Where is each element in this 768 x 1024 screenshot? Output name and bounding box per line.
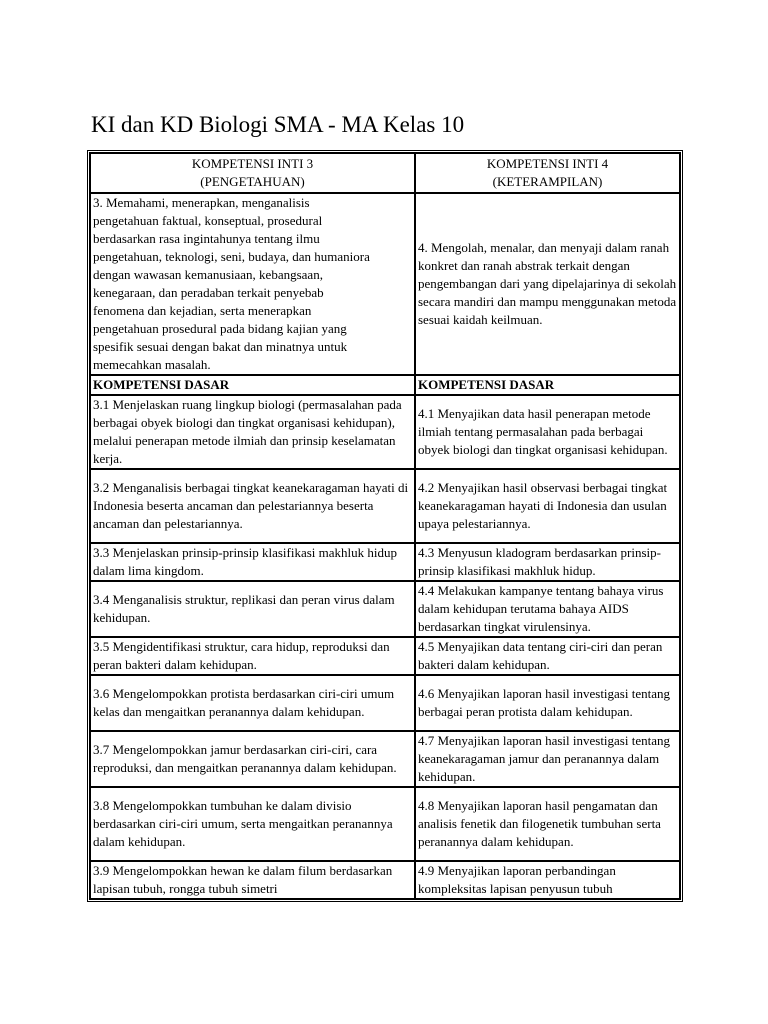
kd3-cell: 3.4 Menganalisis struktur, replikasi dan peran virus dalam kehidupan. — [90, 581, 415, 637]
ki3-header-cell — [90, 153, 415, 193]
kd4-cell: 4.9 Menyajikan laporan perbandingan kompleksitas lapisan penyusun tubuh — [415, 861, 680, 899]
kd-header-row — [90, 375, 680, 395]
ki-content-row — [90, 193, 680, 375]
kd3-cell: 3.9 Mengelompokkan hewan ke dalam filum berdasarkan lapisan tubuh, rongga tubuh simetri — [90, 861, 415, 899]
kd-row — [90, 395, 680, 469]
ki4-header-subtitle: (KETERAMPILAN) — [492, 174, 603, 189]
kd3-cell: 3.8 Mengelompokkan tumbuhan ke dalam divisio berdasarkan ciri-ciri umum, serta mengaitkan peranannya dalam kehidupan. — [90, 787, 415, 861]
kd-row — [90, 675, 680, 731]
kd3-cell: 3.3 Menjelaskan prinsip-prinsip klasifikasi makhluk hidup dalam lima kingdom. — [90, 543, 415, 581]
kd4-cell: 4.8 Menyajikan laporan hasil pengamatan dan analisis fenetik dan filogenetik tumbuhan serta peranannya dalam kehidupan. — [415, 787, 680, 861]
kd4-cell: 4.4 Melakukan kampanye tentang bahaya virus dalam kehidupan terutama bahaya AIDS berdasarkan tingkat virulensinya. — [415, 581, 680, 637]
kd4-cell: 4.7 Menyajikan laporan hasil investigasi tentang keanekaragaman jamur dan peranannya dalam kehidupan. — [415, 731, 680, 787]
kd3-cell: 3.7 Mengelompokkan jamur berdasarkan ciri-ciri, cara reproduksi, dan mengaitkan peranannya dalam kehidupan. — [90, 731, 415, 787]
kd3-cell: 3.6 Mengelompokkan protista berdasarkan ciri-ciri umum kelas dan mengaitkan peranannya dalam kehidupan. — [90, 675, 415, 731]
ki3-content-cell: 3. Memahami, menerapkan, menganalisis pengetahuan faktual, konseptual, prosedural berdasarkan rasa ingintahunya tentang ilmu pengetahuan, teknologi, seni, budaya, dan humaniora dengan wawasan kemanusiaan, kebangsaan, kenegaraan, dan peradaban terkait penyebab fenomena dan kejadian, serta menerapkan pengetahuan prosedural pada bidang kajian yang spesifik sesuai dengan bakat dan minatnya untuk memecahkan masalah. — [90, 193, 415, 375]
kd4-cell: 4.6 Menyajikan laporan hasil investigasi tentang berbagai peran protista dalam kehidupan. — [415, 675, 680, 731]
ki3-header-title: KOMPETENSI INTI 3 — [191, 156, 314, 171]
kd4-cell: 4.1 Menyajikan data hasil penerapan metode ilmiah tentang permasalahan pada berbagai obyek biologi dan tingkat organisasi kehidupan. — [415, 395, 680, 469]
kd3-cell: 3.2 Menganalisis berbagai tingkat keanekaragaman hayati di Indonesia beserta ancaman dan pelestariannya beserta ancaman dan pelestariannya. — [90, 469, 415, 543]
kd4-cell: 4.2 Menyajikan hasil observasi berbagai tingkat keanekaragaman hayati di Indonesia dan usulan upaya pelestariannya. — [415, 469, 680, 543]
ki-kd-table — [89, 152, 681, 900]
kd4-cell: 4.3 Menyusun kladogram berdasarkan prinsip-prinsip klasifikasi makhluk hidup. — [415, 543, 680, 581]
kd3-header-cell: KOMPETENSI DASAR — [90, 375, 415, 395]
kd-row — [90, 581, 680, 637]
kd-row — [90, 861, 680, 899]
ki4-content-cell: 4. Mengolah, menalar, dan menyaji dalam ranah konkret dan ranah abstrak terkait dengan pengembangan dari yang dipelajarinya di sekolah secara mandiri dan mampu menggunakan metoda sesuai kaidah keilmuan. — [415, 193, 680, 375]
kd-row — [90, 787, 680, 861]
kd4-cell: 4.5 Menyajikan data tentang ciri-ciri dan peran bakteri dalam kehidupan. — [415, 637, 680, 675]
kd-row — [90, 731, 680, 787]
kd3-cell: 3.1 Menjelaskan ruang lingkup biologi (permasalahan pada berbagai obyek biologi dan tingkat organisasi kehidupan), melalui penerapan metode ilmiah dan prinsip keselamatan kerja. — [90, 395, 415, 469]
kd4-header-cell: KOMPETENSI DASAR — [415, 375, 680, 395]
ki4-header-cell — [415, 153, 680, 193]
kd3-cell: 3.5 Mengidentifikasi struktur, cara hidup, reproduksi dan peran bakteri dalam kehidupan. — [90, 637, 415, 675]
kd-row — [90, 469, 680, 543]
ki4-header-title: KOMPETENSI INTI 4 — [486, 156, 609, 171]
kd-row — [90, 543, 680, 581]
kd-row — [90, 637, 680, 675]
ki-header-row — [90, 153, 680, 193]
document-title: KI dan KD Biologi SMA - MA Kelas 10 — [91, 112, 465, 137]
ki3-header-subtitle: (PENGETAHUAN) — [200, 174, 305, 189]
